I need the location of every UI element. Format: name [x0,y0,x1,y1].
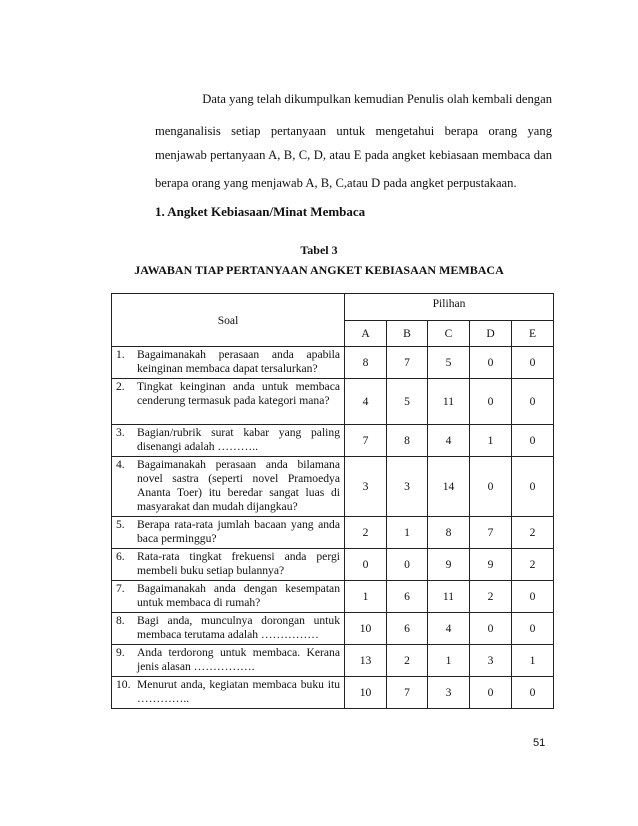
count-c: 11 [428,379,470,425]
count-e: 0 [512,677,554,709]
count-d: 0 [470,613,512,645]
count-a: 8 [345,347,387,379]
question-number: 4. [116,458,125,471]
table-row [112,581,554,613]
paragraph-line-4: berapa orang yang menjawab A, B, C,atau D pada angket perpustakaan. [155,176,517,190]
count-b: 5 [387,379,428,425]
header-option-e: E [512,321,554,347]
count-b: 3 [387,457,428,517]
question-number: 1. [116,348,125,361]
question-text: Tingkat keinginan anda untuk membaca cenderung termasuk pada kategori mana? [137,380,340,407]
count-e: 0 [512,457,554,517]
count-d: 0 [470,347,512,379]
count-b: 8 [387,425,428,457]
count-b: 0 [387,549,428,581]
question-number: 5. [116,518,125,531]
question-text: Bagian/rubrik surat kabar yang paling disenangi adalah ……….. [137,426,340,453]
count-b: 2 [387,645,428,677]
table-row [112,613,554,645]
count-a: 2 [345,517,387,549]
header-soal: Soal [112,294,345,347]
question-text: Bagi anda, munculnya dorongan untuk membaca terutama adalah …………… [137,614,340,641]
question-number: 7. [116,582,125,595]
count-d: 0 [470,379,512,425]
header-option-b: B [387,321,428,347]
count-c: 1 [428,645,470,677]
header-option-d: D [470,321,512,347]
question-number: 6. [116,550,125,563]
count-d: 0 [470,677,512,709]
count-e: 2 [512,517,554,549]
count-e: 0 [512,347,554,379]
table-label: Tabel 3 [300,243,338,257]
count-d: 0 [470,457,512,517]
table-row [112,677,554,709]
table-row [112,347,554,379]
question-text: Bagaimanakah perasaan anda apabila keinginan membaca dapat tersalurkan? [137,348,340,375]
count-b: 6 [387,581,428,613]
count-d: 9 [470,549,512,581]
count-a: 10 [345,677,387,709]
count-a: 7 [345,425,387,457]
count-b: 7 [387,347,428,379]
table-row [112,549,554,581]
count-e: 0 [512,581,554,613]
count-a: 3 [345,457,387,517]
count-c: 8 [428,517,470,549]
table-row [112,517,554,549]
paragraph-line-2: menganalisis setiap pertanyaan untuk mengetahui berapa orang yang [155,124,552,138]
table-row [112,645,554,677]
count-e: 1 [512,645,554,677]
question-text: Bagaimanakah anda dengan kesempatan untuk membaca di rumah? [137,582,340,609]
answers-table [111,293,554,709]
count-c: 3 [428,677,470,709]
count-a: 0 [345,549,387,581]
count-c: 4 [428,613,470,645]
question-text: Bagaimanakah perasaan anda bilamana novel sastra (seperti novel Pramoedya Ananta Toer) itu beredar sangat luas di masyarakat dan mudah dijangkau? [137,458,340,513]
count-a: 4 [345,379,387,425]
paragraph-line-3: menjawab pertanyaan A, B, C, D, atau E pada angket kebiasaan membaca dan [155,148,552,162]
count-a: 13 [345,645,387,677]
question-number: 9. [116,646,125,659]
count-e: 0 [512,613,554,645]
table-row [112,457,554,517]
header-option-c: C [428,321,470,347]
table-row [112,425,554,457]
question-text: Menurut anda, kegiatan membaca buku itu ………….. [137,678,340,705]
question-number: 10. [116,678,131,691]
question-text: Rata-rata tingkat frekuensi anda pergi membeli buku setiap bulannya? [137,550,340,577]
header-pilihan: Pilihan [345,294,554,321]
question-text: Berapa rata-rata jumlah bacaan yang anda baca perminggu? [137,518,340,545]
question-text: Anda terdorong untuk membaca. Kerana jenis alasan ……………. [137,646,340,673]
count-e: 2 [512,549,554,581]
count-c: 5 [428,347,470,379]
section-heading: 1. Angket Kebiasaan/Minat Membaca [155,204,366,219]
count-c: 11 [428,581,470,613]
table-row [112,379,554,425]
count-b: 1 [387,517,428,549]
count-d: 2 [470,581,512,613]
count-d: 7 [470,517,512,549]
count-d: 1 [470,425,512,457]
question-number: 8. [116,614,125,627]
question-number: 3. [116,426,125,439]
count-e: 0 [512,379,554,425]
count-b: 6 [387,613,428,645]
count-a: 10 [345,613,387,645]
count-a: 1 [345,581,387,613]
count-c: 9 [428,549,470,581]
count-e: 0 [512,425,554,457]
paragraph-line-1: Data yang telah dikumpulkan kemudian Penulis olah kembali dengan [202,92,552,106]
page-number: 51 [533,737,546,749]
question-number: 2. [116,380,125,393]
table-title: JAWABAN TIAP PERTANYAAN ANGKET KEBIASAAN MEMBACA [134,263,504,277]
count-d: 3 [470,645,512,677]
count-c: 4 [428,425,470,457]
count-c: 14 [428,457,470,517]
header-option-a: A [345,321,387,347]
count-b: 7 [387,677,428,709]
